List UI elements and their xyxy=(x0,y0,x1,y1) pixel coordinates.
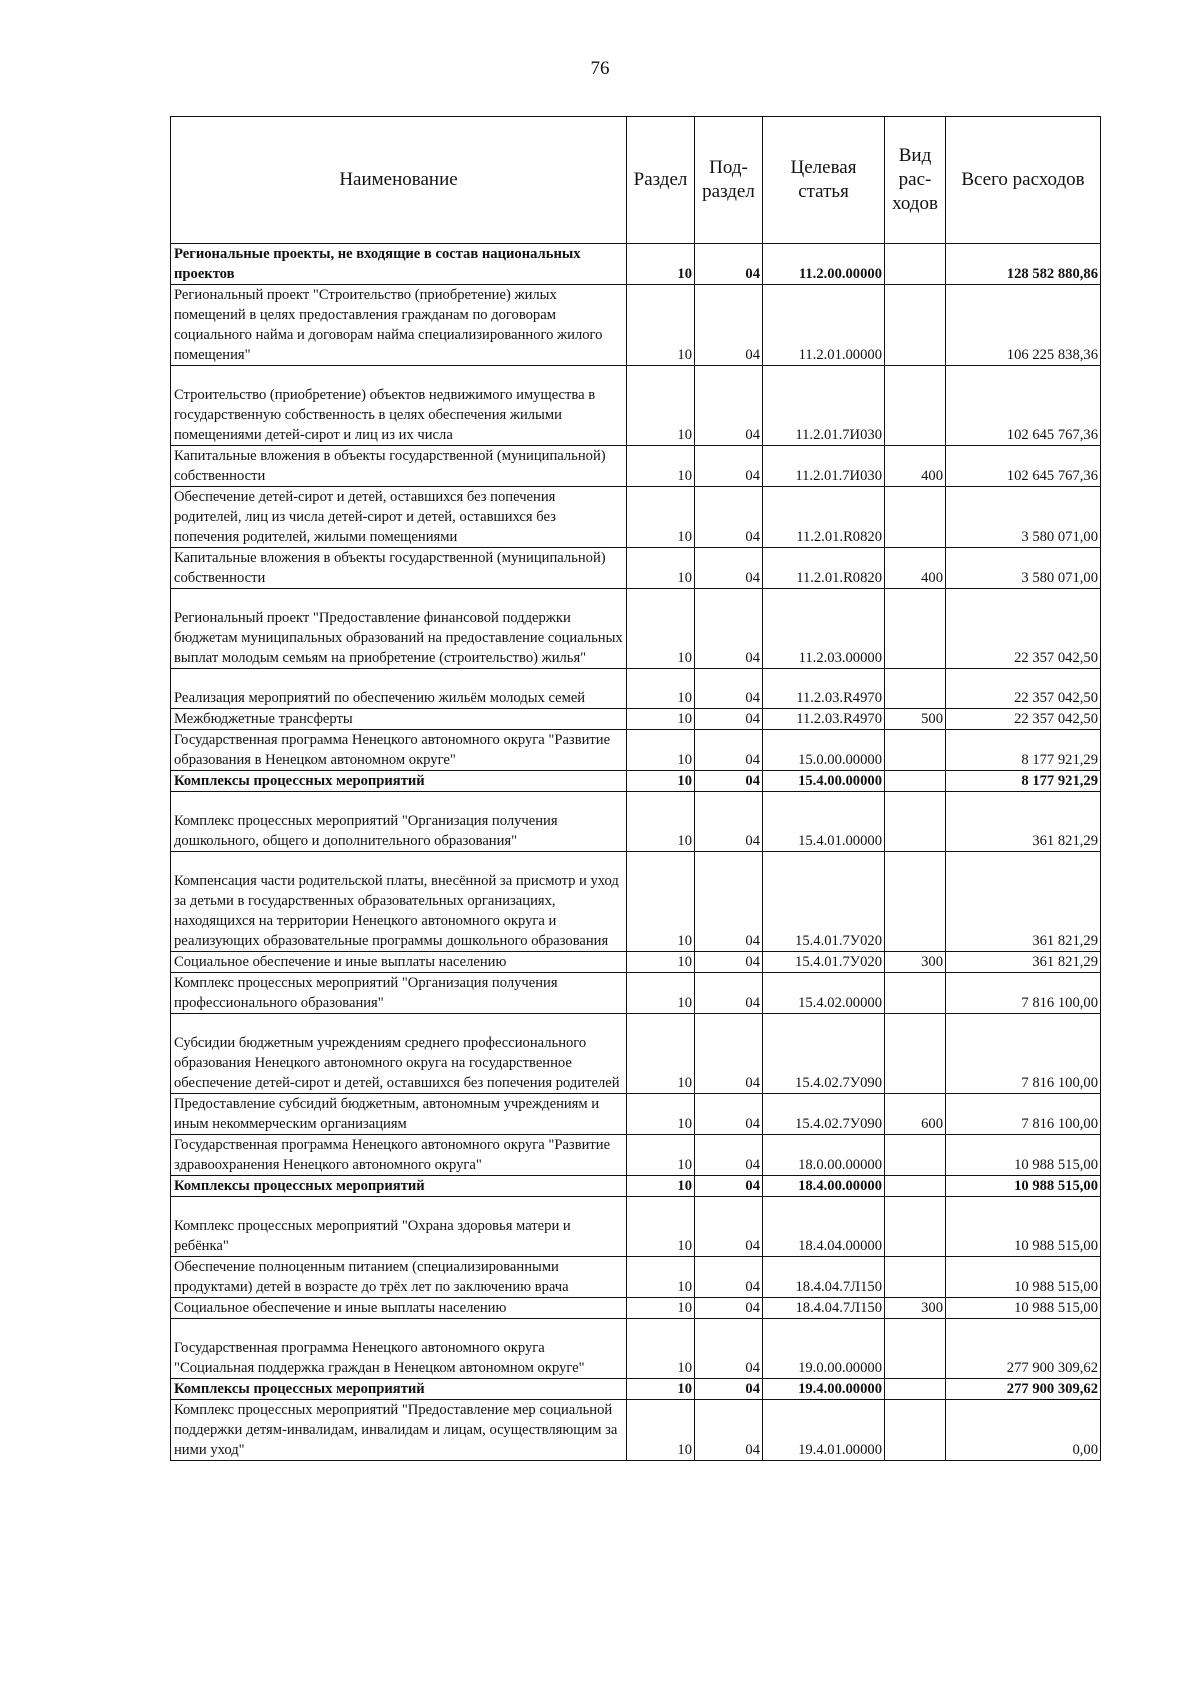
row-section: 10 xyxy=(627,1197,695,1257)
row-expense-type: 500 xyxy=(885,709,946,730)
row-target-article: 19.4.00.00000 xyxy=(763,1379,885,1400)
row-subsection: 04 xyxy=(695,852,763,952)
row-name: Региональный проект "Предоставление финансовой поддержки бюджетам муниципальных образований на предоставление социальных выплат молодым семьям на приобретение (строительство) жилья" xyxy=(171,589,627,669)
row-subsection: 04 xyxy=(695,669,763,709)
row-total: 10 988 515,00 xyxy=(946,1257,1101,1298)
row-target-article: 15.0.00.00000 xyxy=(763,730,885,771)
row-subsection: 04 xyxy=(695,1197,763,1257)
table-row xyxy=(171,952,1101,973)
row-section: 10 xyxy=(627,973,695,1014)
row-target-article: 15.4.01.7У020 xyxy=(763,952,885,973)
row-subsection: 04 xyxy=(695,792,763,852)
row-name: Региональные проекты, не входящие в состав национальных проектов xyxy=(171,244,627,285)
row-subsection: 04 xyxy=(695,973,763,1014)
row-expense-type: 300 xyxy=(885,1298,946,1319)
table-row xyxy=(171,669,1101,709)
header-expense-type: Вид рас- ходов xyxy=(885,117,946,244)
row-section: 10 xyxy=(627,1400,695,1461)
row-expense-type xyxy=(885,1379,946,1400)
row-section: 10 xyxy=(627,852,695,952)
row-target-article: 19.0.00.00000 xyxy=(763,1319,885,1379)
row-section: 10 xyxy=(627,1319,695,1379)
row-total: 8 177 921,29 xyxy=(946,730,1101,771)
row-total: 7 816 100,00 xyxy=(946,973,1101,1014)
row-expense-type xyxy=(885,1319,946,1379)
table-row xyxy=(171,446,1101,487)
row-expense-type xyxy=(885,1257,946,1298)
table-row xyxy=(171,771,1101,792)
table-row xyxy=(171,285,1101,366)
row-section: 10 xyxy=(627,446,695,487)
table-row xyxy=(171,852,1101,952)
row-target-article: 11.2.03.00000 xyxy=(763,589,885,669)
row-total: 22 357 042,50 xyxy=(946,709,1101,730)
row-name: Комплекс процессных мероприятий "Предоставление мер социальной поддержки детям-инвалидам, инвалидам и лицам, осуществляющим за ними уход" xyxy=(171,1400,627,1461)
row-section: 10 xyxy=(627,366,695,446)
row-subsection: 04 xyxy=(695,771,763,792)
table-row xyxy=(171,709,1101,730)
table-row xyxy=(171,973,1101,1014)
row-name: Капитальные вложения в объекты государственной (муниципальной) собственности xyxy=(171,446,627,487)
table-row xyxy=(171,1094,1101,1135)
row-total: 361 821,29 xyxy=(946,952,1101,973)
row-expense-type xyxy=(885,589,946,669)
row-section: 10 xyxy=(627,792,695,852)
row-target-article: 11.2.00.00000 xyxy=(763,244,885,285)
row-section: 10 xyxy=(627,285,695,366)
row-total: 102 645 767,36 xyxy=(946,446,1101,487)
row-expense-type xyxy=(885,730,946,771)
row-name: Комплексы процессных мероприятий xyxy=(171,1176,627,1197)
row-section: 10 xyxy=(627,589,695,669)
row-subsection: 04 xyxy=(695,1094,763,1135)
row-section: 10 xyxy=(627,1176,695,1197)
row-total: 102 645 767,36 xyxy=(946,366,1101,446)
row-expense-type xyxy=(885,1400,946,1461)
row-target-article: 11.2.01.00000 xyxy=(763,285,885,366)
row-name: Компенсация части родительской платы, внесённой за присмотр и уход за детьми в государственных образовательных организациях, находящихся на территории Ненецкого автономного округа и реализующих образовательные программы дошкольного образования xyxy=(171,852,627,952)
table-row xyxy=(171,1135,1101,1176)
row-name: Предоставление субсидий бюджетным, автономным учреждениям и иным некоммерческим организациям xyxy=(171,1094,627,1135)
row-section: 10 xyxy=(627,669,695,709)
row-name: Строительство (приобретение) объектов недвижимого имущества в государственную собственность в целях обеспечения жилыми помещениями детей-сирот и лиц из их числа xyxy=(171,366,627,446)
row-subsection: 04 xyxy=(695,1298,763,1319)
row-total: 3 580 071,00 xyxy=(946,487,1101,548)
row-section: 10 xyxy=(627,1298,695,1319)
header-name: Наименование xyxy=(171,117,627,244)
row-name: Обеспечение детей-сирот и детей, оставшихся без попечения родителей, лиц из числа детей-сирот и детей, оставшихся без попечения родителей, жилыми помещениями xyxy=(171,487,627,548)
row-target-article: 11.2.01.7И030 xyxy=(763,446,885,487)
header-section: Раздел xyxy=(627,117,695,244)
table-row xyxy=(171,366,1101,446)
row-total: 7 816 100,00 xyxy=(946,1094,1101,1135)
row-name: Субсидии бюджетным учреждениям среднего профессионального образования Ненецкого автономного округа на государственное обеспечение детей-сирот и детей, оставшихся без попечения родителей xyxy=(171,1014,627,1094)
row-subsection: 04 xyxy=(695,446,763,487)
table-row xyxy=(171,1400,1101,1461)
row-total: 361 821,29 xyxy=(946,792,1101,852)
row-name: Комплекс процессных мероприятий "Охрана здоровья матери и ребёнка" xyxy=(171,1197,627,1257)
row-subsection: 04 xyxy=(695,952,763,973)
row-name: Комплекс процессных мероприятий "Организация получения дошкольного, общего и дополнительного образования" xyxy=(171,792,627,852)
row-subsection: 04 xyxy=(695,1379,763,1400)
row-expense-type xyxy=(885,366,946,446)
row-expense-type: 400 xyxy=(885,446,946,487)
table-row xyxy=(171,1176,1101,1197)
header-subsection: Под- раздел xyxy=(695,117,763,244)
row-expense-type: 300 xyxy=(885,952,946,973)
row-expense-type xyxy=(885,244,946,285)
row-section: 10 xyxy=(627,244,695,285)
row-subsection: 04 xyxy=(695,1400,763,1461)
row-total: 22 357 042,50 xyxy=(946,669,1101,709)
row-total: 3 580 071,00 xyxy=(946,548,1101,589)
row-total: 277 900 309,62 xyxy=(946,1379,1101,1400)
row-section: 10 xyxy=(627,1257,695,1298)
table-row xyxy=(171,730,1101,771)
table-row xyxy=(171,792,1101,852)
row-expense-type xyxy=(885,669,946,709)
row-total: 8 177 921,29 xyxy=(946,771,1101,792)
row-expense-type xyxy=(885,487,946,548)
row-name: Капитальные вложения в объекты государственной (муниципальной) собственности xyxy=(171,548,627,589)
row-expense-type xyxy=(885,792,946,852)
row-target-article: 18.4.04.00000 xyxy=(763,1197,885,1257)
row-total: 22 357 042,50 xyxy=(946,589,1101,669)
row-expense-type xyxy=(885,1135,946,1176)
row-name: Социальное обеспечение и иные выплаты населению xyxy=(171,952,627,973)
row-section: 10 xyxy=(627,771,695,792)
row-target-article: 18.0.00.00000 xyxy=(763,1135,885,1176)
row-subsection: 04 xyxy=(695,1014,763,1094)
row-section: 10 xyxy=(627,1094,695,1135)
row-section: 10 xyxy=(627,1135,695,1176)
table-row xyxy=(171,1298,1101,1319)
row-expense-type xyxy=(885,771,946,792)
row-subsection: 04 xyxy=(695,709,763,730)
table-body xyxy=(171,244,1101,1461)
row-total: 106 225 838,36 xyxy=(946,285,1101,366)
row-target-article: 11.2.01.7И030 xyxy=(763,366,885,446)
row-name: Государственная программа Ненецкого автономного округа "Развитие здравоохранения Ненецкого автономного округа" xyxy=(171,1135,627,1176)
row-subsection: 04 xyxy=(695,589,763,669)
row-target-article: 15.4.02.7У090 xyxy=(763,1094,885,1135)
row-expense-type: 400 xyxy=(885,548,946,589)
row-target-article: 15.4.01.00000 xyxy=(763,792,885,852)
row-subsection: 04 xyxy=(695,487,763,548)
row-expense-type: 600 xyxy=(885,1094,946,1135)
row-subsection: 04 xyxy=(695,244,763,285)
row-total: 361 821,29 xyxy=(946,852,1101,952)
row-section: 10 xyxy=(627,1014,695,1094)
row-name: Комплексы процессных мероприятий xyxy=(171,771,627,792)
row-section: 10 xyxy=(627,730,695,771)
row-name: Комплекс процессных мероприятий "Организация получения профессионального образования" xyxy=(171,973,627,1014)
row-total: 277 900 309,62 xyxy=(946,1319,1101,1379)
row-expense-type xyxy=(885,852,946,952)
row-section: 10 xyxy=(627,1379,695,1400)
table-row xyxy=(171,1379,1101,1400)
row-section: 10 xyxy=(627,487,695,548)
row-name: Региональный проект "Строительство (приобретение) жилых помещений в целях предоставления гражданам по договорам социального найма и договорам найма специализированного жилого помещения" xyxy=(171,285,627,366)
row-total: 10 988 515,00 xyxy=(946,1135,1101,1176)
budget-table xyxy=(170,116,1101,1461)
table-row xyxy=(171,1257,1101,1298)
page-number: 76 xyxy=(590,58,610,79)
table-row xyxy=(171,1197,1101,1257)
row-section: 10 xyxy=(627,548,695,589)
row-section: 10 xyxy=(627,709,695,730)
table-row xyxy=(171,1319,1101,1379)
row-expense-type xyxy=(885,1197,946,1257)
table-row xyxy=(171,589,1101,669)
row-target-article: 15.4.00.00000 xyxy=(763,771,885,792)
header-total: Всего расходов xyxy=(946,117,1101,244)
row-subsection: 04 xyxy=(695,285,763,366)
row-target-article: 18.4.00.00000 xyxy=(763,1176,885,1197)
row-total: 0,00 xyxy=(946,1400,1101,1461)
row-total: 10 988 515,00 xyxy=(946,1298,1101,1319)
row-target-article: 11.2.01.R0820 xyxy=(763,487,885,548)
row-target-article: 15.4.01.7У020 xyxy=(763,852,885,952)
row-total: 10 988 515,00 xyxy=(946,1176,1101,1197)
row-target-article: 11.2.01.R0820 xyxy=(763,548,885,589)
row-name: Государственная программа Ненецкого автономного округа "Социальная поддержка граждан в Ненецком автономном округе" xyxy=(171,1319,627,1379)
row-section: 10 xyxy=(627,952,695,973)
row-expense-type xyxy=(885,285,946,366)
row-expense-type xyxy=(885,973,946,1014)
row-target-article: 18.4.04.7Л150 xyxy=(763,1257,885,1298)
row-name: Комплексы процессных мероприятий xyxy=(171,1379,627,1400)
row-name: Государственная программа Ненецкого автономного округа "Развитие образования в Ненецком автономном округе" xyxy=(171,730,627,771)
row-subsection: 04 xyxy=(695,1135,763,1176)
row-target-article: 19.4.01.00000 xyxy=(763,1400,885,1461)
row-target-article: 15.4.02.00000 xyxy=(763,973,885,1014)
row-subsection: 04 xyxy=(695,730,763,771)
row-subsection: 04 xyxy=(695,366,763,446)
row-name: Реализация мероприятий по обеспечению жильём молодых семей xyxy=(171,669,627,709)
row-name: Социальное обеспечение и иные выплаты населению xyxy=(171,1298,627,1319)
row-target-article: 15.4.02.7У090 xyxy=(763,1014,885,1094)
row-expense-type xyxy=(885,1014,946,1094)
table-header-row xyxy=(171,117,1101,244)
table-row xyxy=(171,487,1101,548)
row-subsection: 04 xyxy=(695,1319,763,1379)
row-target-article: 11.2.03.R4970 xyxy=(763,709,885,730)
row-target-article: 18.4.04.7Л150 xyxy=(763,1298,885,1319)
table-row xyxy=(171,548,1101,589)
table-row xyxy=(171,244,1101,285)
header-target-article: Целевая статья xyxy=(763,117,885,244)
row-total: 128 582 880,86 xyxy=(946,244,1101,285)
row-name: Межбюджетные трансферты xyxy=(171,709,627,730)
table-row xyxy=(171,1014,1101,1094)
row-expense-type xyxy=(885,1176,946,1197)
row-name: Обеспечение полноценным питанием (специализированными продуктами) детей в возрасте до трёх лет по заключению врача xyxy=(171,1257,627,1298)
row-subsection: 04 xyxy=(695,1176,763,1197)
row-subsection: 04 xyxy=(695,548,763,589)
row-total: 10 988 515,00 xyxy=(946,1197,1101,1257)
row-target-article: 11.2.03.R4970 xyxy=(763,669,885,709)
row-subsection: 04 xyxy=(695,1257,763,1298)
row-total: 7 816 100,00 xyxy=(946,1014,1101,1094)
